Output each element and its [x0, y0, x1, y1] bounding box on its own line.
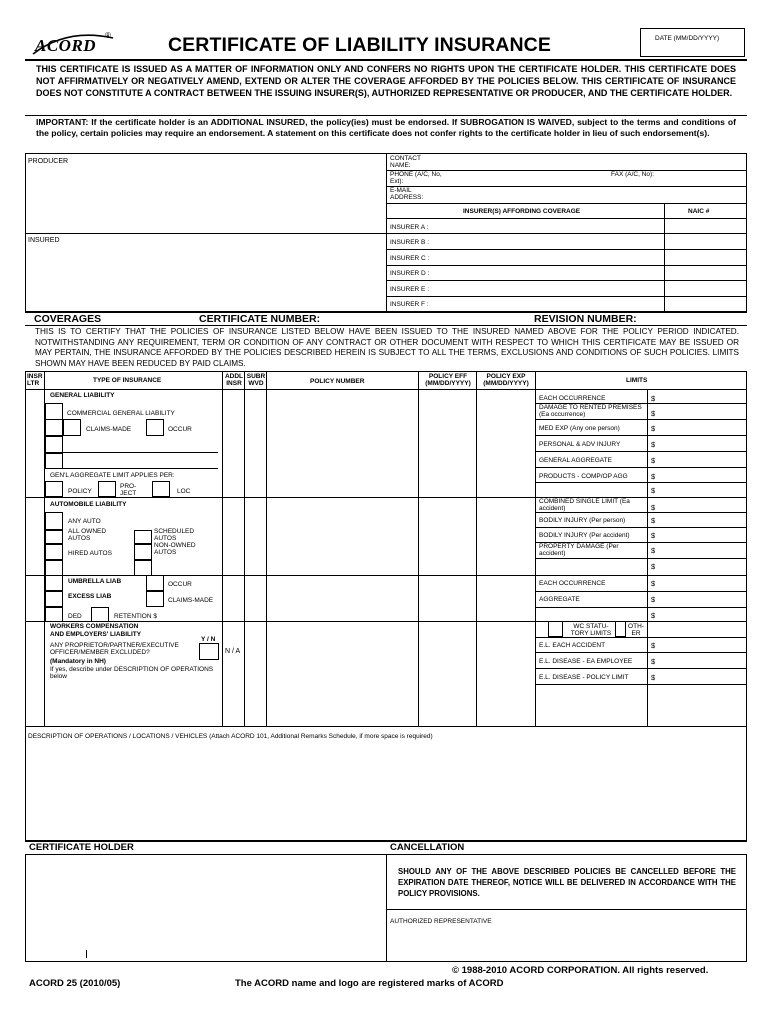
- retention-label: RETENTION $: [114, 613, 157, 620]
- all-owned-checkbox[interactable]: [45, 530, 63, 544]
- policy-checkbox[interactable]: [45, 481, 63, 497]
- wc-dollar-2: $: [651, 657, 656, 666]
- coverages-label: COVERAGES: [34, 313, 102, 325]
- certificate-number-label: CERTIFICATE NUMBER:: [199, 313, 321, 325]
- certificate-holder-field[interactable]: [26, 855, 385, 961]
- gl-limit-general-aggregate: GENERAL AGGREGATE: [539, 457, 612, 464]
- contact-name-label: CONTACT NAME:: [390, 155, 421, 169]
- limits-header: LIMITS: [626, 377, 648, 384]
- umbrella-dollar-3: $: [651, 611, 656, 620]
- gl-dollar-4: $: [651, 440, 656, 449]
- insurers-header: INSURER(S) AFFORDING COVERAGE: [463, 208, 581, 215]
- proprietor-label: ANY PROPRIETOR/PARTNER/EXECUTIVE OFFICER/MEMBER EXCLUDED?: [50, 642, 179, 656]
- phone-label: PHONE (A/C, No, Ext):: [390, 171, 442, 185]
- fax-label: FAX (A/C, No):: [611, 171, 654, 178]
- policy-number-header: POLICY NUMBER: [310, 378, 365, 385]
- all-owned-label: ALL OWNED AUTOS: [68, 528, 107, 542]
- umbrella-label: UMBRELLA LIAB: [68, 578, 122, 585]
- form-number: ACORD 25 (2010/05): [29, 978, 121, 989]
- insurer-e-label: INSURER E :: [390, 286, 430, 293]
- oth-er-checkbox[interactable]: [615, 621, 626, 637]
- loc-label: LOC: [177, 488, 191, 495]
- wc-limit-each-accident: E.L. EACH ACCIDENT: [539, 642, 606, 649]
- gl-limit-damage-rented: DAMAGE TO RENTED PREMISES (Ea occurrence): [539, 404, 642, 418]
- occur-label: OCCUR: [168, 426, 192, 433]
- policy-eff-header: POLICY EFF (MM/DD/YYYY): [425, 373, 471, 387]
- ded-checkbox[interactable]: [45, 607, 63, 622]
- umbrella-occur-checkbox[interactable]: [146, 575, 164, 591]
- insurer-b-label: INSURER B :: [390, 239, 430, 246]
- naic-header: NAIC #: [688, 208, 710, 215]
- page-title: CERTIFICATE OF LIABILITY INSURANCE: [168, 34, 551, 56]
- certificate-holder-label: CERTIFICATE HOLDER: [29, 842, 134, 853]
- acord-logo: [27, 30, 117, 60]
- excluded-yn-checkbox[interactable]: [199, 643, 219, 660]
- employers-liability-title: AND EMPLOYERS' LIABILITY: [50, 631, 142, 638]
- gl-limit-personal-adv: PERSONAL & ADV INJURY: [539, 441, 621, 448]
- any-auto-checkbox[interactable]: [45, 512, 63, 530]
- important-text: If the certificate holder is an ADDITIONAL INSURED, the policy(ies) must be endorsed. If SUBROGATION IS WAIVED, subject to the terms and conditions of the policy, certain policies may require an endorsement. A statement on this certificate does not confer rights to the certificate holder in lieu of such endorsement(s).: [36, 117, 736, 138]
- auto-limit-bi-person: BODILY INJURY (Per person): [539, 517, 626, 524]
- occur-checkbox[interactable]: [146, 419, 164, 436]
- date-box[interactable]: [640, 28, 745, 57]
- umbrella-checkbox[interactable]: [45, 575, 63, 591]
- coverages-statement: THIS IS TO CERTIFY THAT THE POLICIES OF INSURANCE LISTED BELOW HAVE BEEN ISSUED TO THE INSURED NAMED ABOVE FOR THE POLICY PERIOD INDICATED. NOTWITHSTANDING ANY REQUIREMENT, TERM OR CONDITION OF ANY CONTRACT OR OTHER DOCUMENT WITH RESPECT TO WHICH THIS CERTIFICATE MAY BE ISSUED OR MAY PERTAIN, THE INSURANCE AFFORDED BY THE POLICIES DESCRIBED HEREIN IS SUBJECT TO ALL THE TERMS, EXCLUSIONS AND CONDITIONS OF SUCH POLICIES. LIMITS SHOWN MAY HAVE BEEN REDUCED BY PAID CLAIMS.: [35, 327, 739, 368]
- authorized-signature-field[interactable]: [387, 927, 746, 961]
- hired-label: HIRED AUTOS: [68, 550, 112, 557]
- wc-limit-disease-employee: E.L. DISEASE - EA EMPLOYEE: [539, 658, 633, 665]
- gl-dollar-3: $: [651, 424, 656, 433]
- cancellation-label: CANCELLATION: [390, 842, 465, 853]
- wc-statutory-checkbox[interactable]: [548, 621, 563, 637]
- retention-checkbox[interactable]: [91, 607, 109, 622]
- scheduled-label: SCHEDULED AUTOS: [154, 528, 195, 542]
- umbrella-limit-aggregate: AGGREGATE: [539, 596, 580, 603]
- registered-marks-text: The ACORD name and logo are registered marks of ACORD: [235, 978, 504, 989]
- other-label: OTH-ER: [628, 623, 644, 637]
- gl-dollar-5: $: [651, 456, 656, 465]
- claims-made-label: CLAIMS-MADE: [86, 426, 132, 433]
- gl-dollar-7: $: [651, 486, 656, 495]
- yn-label: Y / N: [201, 636, 216, 643]
- gl-other-checkbox-1[interactable]: [45, 436, 63, 453]
- description-field[interactable]: [26, 742, 746, 840]
- authorized-representative-label: AUTHORIZED REPRESENTATIVE: [390, 918, 492, 925]
- insured-label: INSURED: [28, 237, 60, 244]
- claims-made-checkbox[interactable]: [63, 419, 81, 436]
- na-label: N / A: [225, 648, 241, 655]
- umbrella-limit-each-occurrence: EACH OCCURRENCE: [539, 580, 606, 587]
- gl-limit-each-occurrence: EACH OCCURRENCE: [539, 395, 606, 402]
- disclaimer-text: THIS CERTIFICATE IS ISSUED AS A MATTER OF INFORMATION ONLY AND CONFERS NO RIGHTS UPON THE CERTIFICATE HOLDER. THIS CERTIFICATE DOES NOT AFFIRMATIVELY OR NEGATIVELY AMEND, EXTEND OR ALTER THE COVERAGE AFFORDED BY THE POLICIES BELOW. THIS CERTIFICATE OF INSURANCE DOES NOT CONSTITUTE A CONTRACT BETWEEN THE ISSUING INSURER(S), AUTHORIZED REPRESENTATIVE OR PRODUCER, AND THE CERTIFICATE HOLDER.: [36, 64, 736, 98]
- auto-dollar-4: $: [651, 546, 656, 555]
- logo-text: ACORD: [35, 36, 97, 55]
- policy-exp-header: POLICY EXP (MM/DD/YYYY): [483, 373, 529, 387]
- gl-limit-products-comp: PRODUCTS - COMP/OP AGG: [539, 473, 628, 480]
- wc-limit-disease-policy: E.L. DISEASE - POLICY LIMIT: [539, 674, 629, 681]
- umbrella-claims-made-label: CLAIMS-MADE: [168, 597, 214, 604]
- producer-label: PRODUCER: [28, 158, 69, 165]
- auto-dollar-3: $: [651, 531, 656, 540]
- gl-dollar-1: $: [651, 394, 656, 403]
- workers-comp-title: WORKERS COMPENSATION: [50, 623, 139, 630]
- auto-dollar-5: $: [651, 562, 656, 571]
- umbrella-dollar-1: $: [651, 579, 656, 588]
- ded-label: DED: [68, 613, 82, 620]
- any-auto-label: ANY AUTO: [68, 518, 101, 525]
- copyright-text: © 1988-2010 ACORD CORPORATION. All rights reserved.: [452, 965, 709, 976]
- subr-wvd-header: SUBR WVD: [246, 373, 266, 387]
- logo-registered-mark: ®: [105, 31, 111, 40]
- project-label: PRO-JECT: [120, 483, 137, 497]
- cancellation-text: SHOULD ANY OF THE ABOVE DESCRIBED POLICIES BE CANCELLED BEFORE THE EXPIRATION DATE THEREOF, NOTICE WILL BE DELIVERED IN ACCORDANCE WITH THE POLICY PROVISIONS.: [398, 867, 736, 898]
- date-label: DATE (MM/DD/YYYY): [655, 35, 720, 42]
- auto-liability-title: AUTOMOBILE LIABILITY: [50, 501, 127, 508]
- gl-dollar-6: $: [651, 472, 656, 481]
- auto-dollar-1: $: [651, 503, 656, 512]
- umbrella-dollar-2: $: [651, 595, 656, 604]
- important-notice: [36, 117, 736, 139]
- commercial-gl-label: COMMERCIAL GENERAL LIABILITY: [67, 410, 175, 417]
- non-owned-checkbox[interactable]: [134, 544, 152, 560]
- excess-checkbox[interactable]: [45, 591, 63, 607]
- wc-dollar-1: $: [651, 641, 656, 650]
- gl-dollar-2: $: [651, 409, 656, 418]
- non-owned-label: NON-OWNED AUTOS: [154, 542, 196, 556]
- umbrella-claims-made-checkbox[interactable]: [146, 591, 164, 607]
- addl-insr-header: ADDL INSR: [224, 373, 244, 387]
- auto-limit-bi-accident: BODILY INJURY (Per accident): [539, 532, 630, 539]
- important-lead: IMPORTANT:: [36, 117, 89, 127]
- umbrella-occur-label: OCCUR: [168, 581, 192, 588]
- auto-limit-combined: COMBINED SINGLE LIMIT (Ea accident): [539, 498, 630, 512]
- email-label: E-MAIL ADDRESS:: [390, 187, 424, 201]
- hired-checkbox[interactable]: [45, 544, 63, 560]
- aggregate-applies-label: GEN'L AGGREGATE LIMIT APPLIES PER:: [50, 472, 175, 479]
- mandatory-nh: (Mandatory in NH): [50, 658, 106, 665]
- policy-label: POLICY: [68, 488, 92, 495]
- insurer-a-label: INSURER A :: [390, 224, 429, 231]
- wc-dollar-3: $: [651, 673, 656, 682]
- description-of-operations-label: DESCRIPTION OF OPERATIONS / LOCATIONS / VEHICLES (Attach ACORD 101, Additional Remarks Schedule, if more space is required): [28, 733, 433, 740]
- type-of-insurance-header: TYPE OF INSURANCE: [93, 377, 162, 384]
- loc-checkbox[interactable]: [152, 481, 170, 497]
- general-liability-title: GENERAL LIABILITY: [50, 392, 115, 399]
- scheduled-checkbox[interactable]: [134, 530, 152, 544]
- auto-dollar-2: $: [651, 516, 656, 525]
- revision-number-label: REVISION NUMBER:: [534, 313, 637, 325]
- insurer-f-label: INSURER F :: [390, 301, 429, 308]
- describe-under-label: If yes, describe under DESCRIPTION OF OPERATIONS below: [50, 666, 214, 680]
- gl-other-checkbox-2[interactable]: [45, 453, 63, 469]
- insurer-d-label: INSURER D :: [390, 270, 430, 277]
- auto-limit-property-damage: PROPERTY DAMAGE (Per accident): [539, 543, 619, 557]
- project-checkbox[interactable]: [98, 481, 116, 497]
- insurer-c-label: INSURER C :: [390, 255, 430, 262]
- excess-label: EXCESS LIAB: [68, 593, 112, 600]
- insr-ltr-header: INSR LTR: [27, 373, 43, 387]
- wc-statutory-label: WC STATU-TORY LIMITS: [570, 623, 612, 637]
- gl-limit-med-exp: MED EXP (Any one person): [539, 425, 620, 432]
- auto-other-checkbox-2[interactable]: [134, 560, 152, 576]
- auto-other-checkbox-1[interactable]: [45, 560, 63, 576]
